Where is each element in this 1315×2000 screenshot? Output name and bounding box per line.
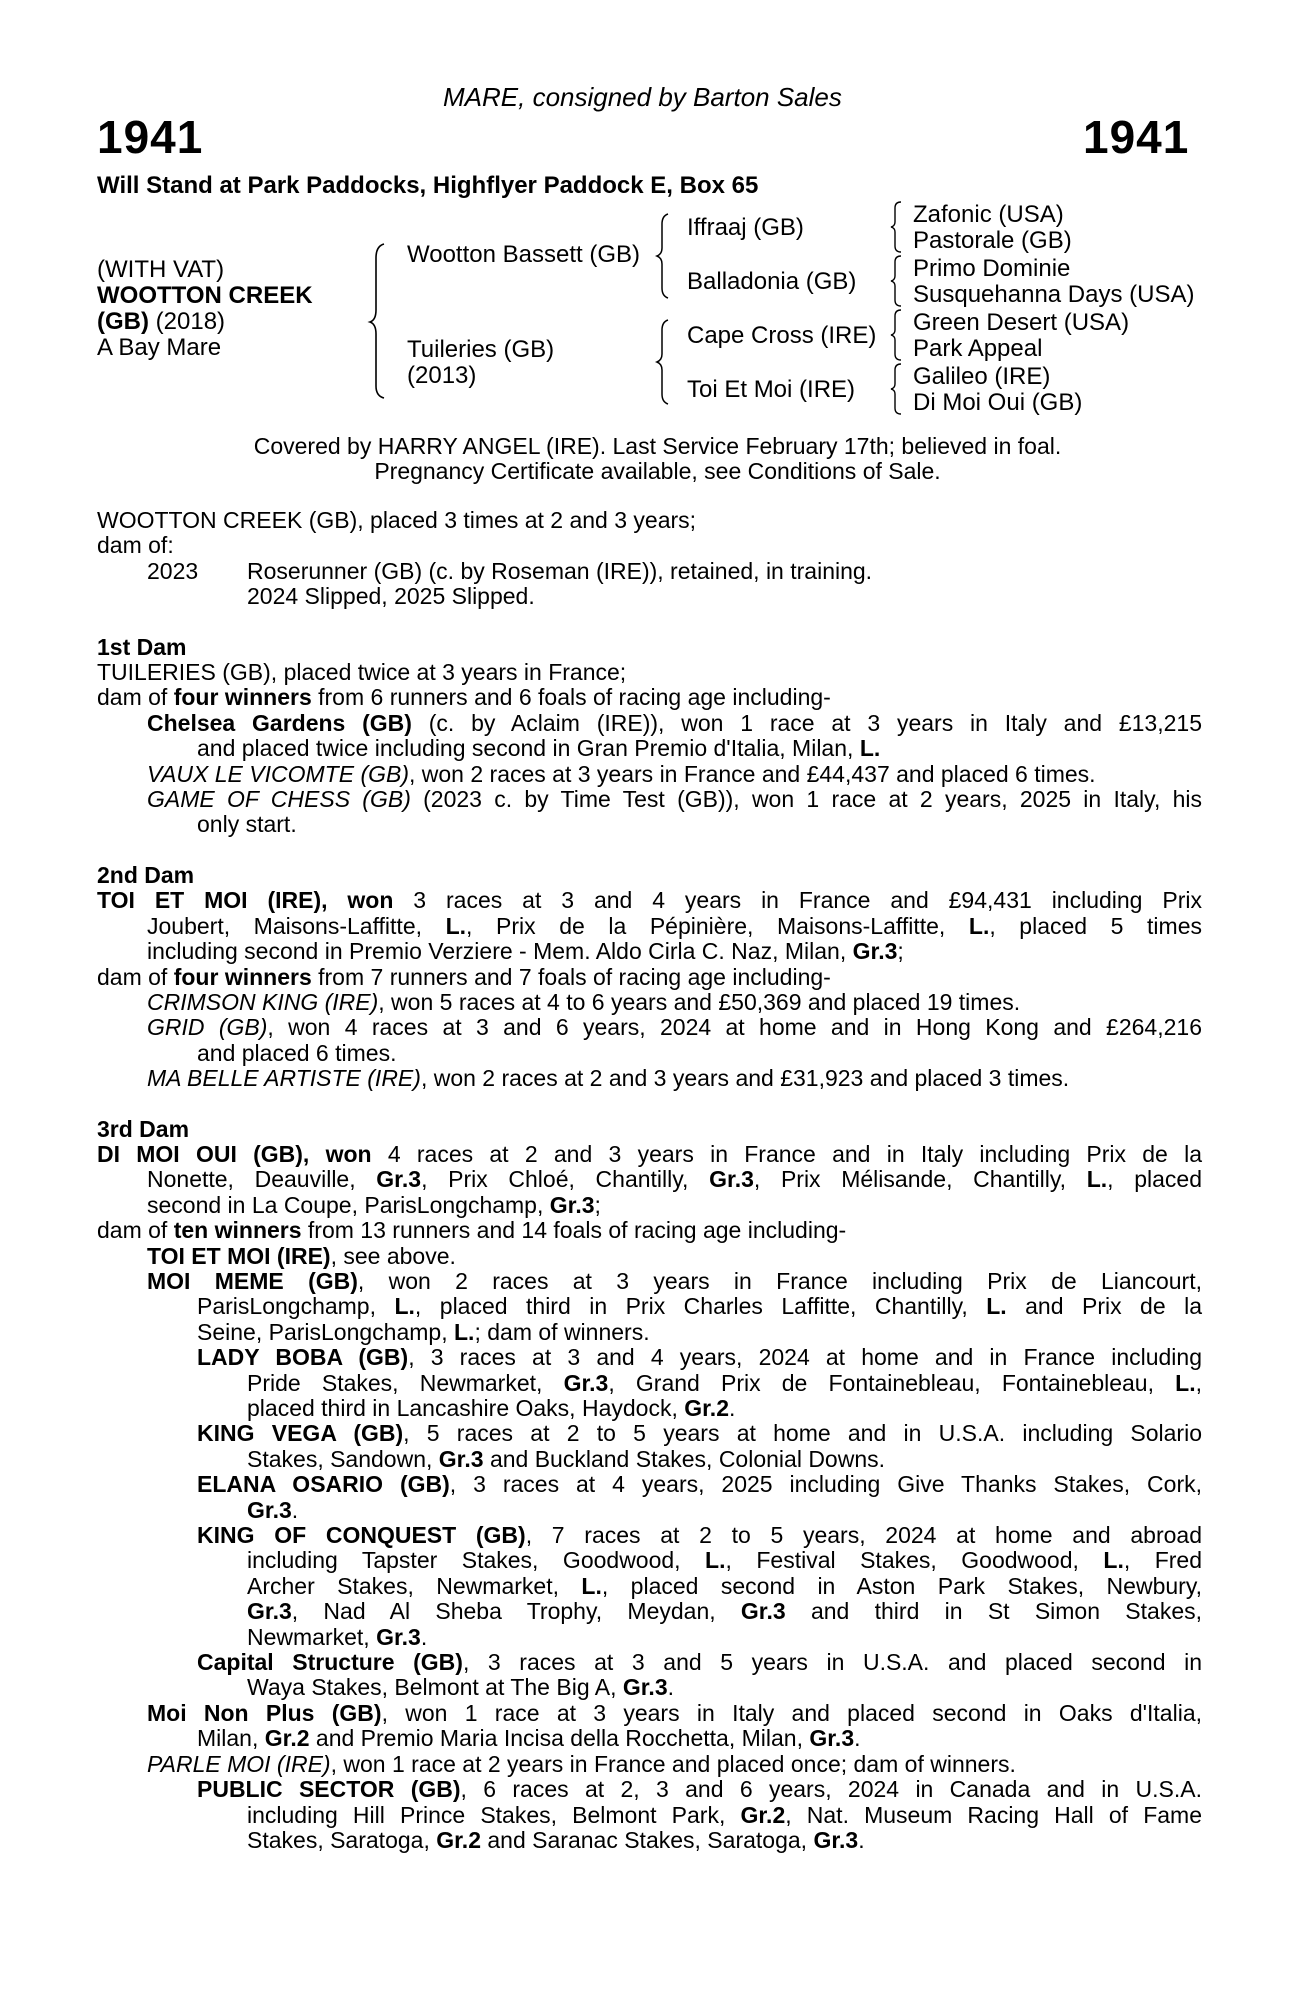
bold-text-run: Gr.3 [813, 1826, 859, 1853]
progeny-line [97, 787, 1202, 812]
text-run: , Nat. Museum Racing Hall of Fame [785, 1801, 1202, 1828]
covering-line-1: Covered by HARRY ANGEL (IRE). Last Service February 17th; believed in foal. [253, 433, 1062, 459]
bold-text-run: Gr.2 [264, 1725, 310, 1752]
progeny-continuation: only start. [197, 811, 297, 838]
third-dam-heading: 3rd Dam [97, 1115, 190, 1142]
text-run: Newmarket, [247, 1623, 377, 1650]
text-run: . [858, 1826, 865, 1853]
progeny-continuation [97, 1396, 1202, 1421]
g3-bracket-4 [889, 362, 909, 416]
bold-text-run: Gr.3 [376, 1166, 422, 1193]
g3-bracket-1 [889, 200, 909, 254]
bold-text-run: Gr.2 [740, 1801, 786, 1828]
text-run: Pride Stakes, Newmarket, [247, 1369, 564, 1396]
bold-text-run: L. [1086, 1166, 1108, 1193]
bold-text-run: TOI ET MOI (IRE) [147, 1242, 331, 1269]
text-run: Milan, [197, 1725, 265, 1752]
text-run: , placed 5 times [989, 912, 1202, 939]
produce-record [97, 508, 1202, 1853]
text-run: ; [897, 938, 904, 965]
produce-dam-of: dam of: [97, 532, 174, 559]
bold-text-run: Moi Non Plus (GB) [147, 1699, 382, 1726]
text-run: , Festival Stakes, Goodwood, [725, 1547, 1104, 1574]
progeny-continuation [97, 1675, 1202, 1700]
progeny-line [97, 1701, 1202, 1726]
text-run: and Buckland Stakes, Colonial Downs. [483, 1445, 886, 1472]
vat-note: (WITH VAT) [97, 256, 225, 283]
bold-text-run: four winners [173, 963, 312, 990]
dam-name: Tuileries (GB) [407, 336, 555, 363]
progeny-line [97, 1066, 1202, 1091]
bold-text-run: L. [454, 1318, 475, 1345]
text-run: 3 races at 3 and 4 years in France and £94,431 including Prix [393, 887, 1202, 914]
bold-text-run: Gr.3 [563, 1369, 609, 1396]
lot-number-right: 1941 [1083, 111, 1190, 163]
text-run: placed third in Lancashire Oaks, Haydock, [247, 1395, 685, 1421]
text-run: , 6 races at 2, 3 and 6 years, 2024 in Canada and in U.S.A. [460, 1776, 1202, 1803]
bold-text-run: Gr.3 [740, 1598, 786, 1625]
text-run: , 3 races at 3 and 4 years, 2024 at home and in France including [408, 1344, 1202, 1371]
text-run: ; [594, 1191, 601, 1218]
progeny-continuation: and placed 6 times. [197, 1039, 397, 1066]
text-run: , Prix de la Pépinière, Maisons-Laffitte, [466, 912, 969, 939]
text-run: ParisLongchamp, [197, 1293, 395, 1320]
bold-text-run: Gr.3 [438, 1445, 484, 1472]
bold-text-run: Gr.3 [709, 1166, 754, 1193]
text-run: , won 1 race at 2 years in France and placed once; dam of winners. [330, 1750, 1016, 1777]
text-run: , 3 races at 4 years, 2025 including Give Thanks Stakes, Cork, [449, 1471, 1203, 1498]
progeny-line [97, 1269, 1202, 1294]
progeny-continuation [97, 1371, 1202, 1396]
sire-name: Wootton Bassett (GB) [407, 241, 640, 268]
progeny-continuation [97, 1726, 1202, 1751]
text-run: , won 4 races at 3 and 6 years, 2024 at home and in Hong Kong and £264,216 [267, 1014, 1202, 1041]
italic-text-run: VAUX LE VICOMTE (GB) [147, 760, 409, 787]
text-run: including Hill Prince Stakes, Belmont Park, [247, 1801, 741, 1828]
progeny-line [97, 1015, 1202, 1040]
bold-text-run: Chelsea Gardens (GB) [147, 709, 412, 736]
progeny-continuation [97, 1447, 1202, 1472]
progeny-continuation [97, 1574, 1202, 1599]
text-run: dam of [97, 963, 174, 990]
text-run: , placed [1107, 1166, 1202, 1193]
progeny-continuation [97, 1599, 1202, 1624]
second-dam-line [97, 888, 1202, 913]
second-dam-produce-summary [97, 965, 1202, 990]
bold-text-run: TOI ET MOI (IRE), won [97, 887, 394, 914]
third-dam-produce-summary [97, 1218, 1202, 1243]
text-run: . [420, 1623, 428, 1650]
text-run: second in La Coupe, ParisLongchamp, [147, 1191, 550, 1218]
text-run: ; dam of winners. [474, 1318, 650, 1345]
text-run: including second in Premio Verziere - Mem. Aldo Cirla C. Naz, Milan, [147, 938, 853, 965]
first-dam-produce-summary [97, 685, 1202, 710]
produce-foal: Roserunner (GB) (c. by Roseman (IRE)), retained, in training. [247, 557, 873, 584]
text-run: , Nad Al Sheba Trophy, Meydan, [291, 1598, 741, 1625]
text-run: , Prix Mélisande, Chantilly, [753, 1166, 1087, 1193]
horse-description: A Bay Mare [97, 334, 222, 361]
sire-dam: Balladonia (GB) [687, 268, 857, 295]
horse-origin-year [97, 309, 225, 335]
italic-text-run: CRIMSON KING (IRE) [147, 988, 379, 1015]
text-run: and Prix de la [1006, 1293, 1202, 1320]
dam-year: (2013) [407, 362, 477, 389]
text-run: . [854, 1725, 861, 1752]
italic-text-run: GAME OF CHESS (GB) [147, 786, 411, 813]
progeny-continuation [97, 1320, 1202, 1345]
text-run: , placed second in Aston Park Stakes, Newbury, [601, 1572, 1202, 1599]
text-run: , won 2 races at 3 years in France including Prix de Liancourt, [357, 1267, 1202, 1294]
text-run: 4 races at 2 and 3 years in France and in Italy including Prix de la [371, 1140, 1202, 1167]
first-dam-heading: 1st Dam [97, 633, 187, 660]
bold-text-run: Gr.3 [247, 1496, 292, 1523]
italic-text-run: MA BELLE ARTISTE (IRE) [147, 1065, 421, 1092]
sire-sire: Iffraaj (GB) [687, 214, 804, 241]
text-run: and Saranac Stakes, Saratoga, [481, 1826, 814, 1853]
text-run: from 6 runners and 6 foals of racing age including- [311, 684, 831, 711]
produce-intro: WOOTTON CREEK (GB), placed 3 times at 2 and 3 years; [97, 507, 697, 533]
first-dam-line: TUILERIES (GB), placed twice at 3 years in France; [97, 659, 627, 686]
progeny-continuation [97, 1803, 1202, 1828]
progeny-line [97, 762, 1202, 787]
text-run: and third in St Simon Stakes, [785, 1598, 1202, 1625]
text-run: , Prix Chloé, Chantilly, [421, 1166, 710, 1193]
third-dam-line [97, 1142, 1202, 1167]
covering-line-2: Pregnancy Certificate available, see Conditions of Sale. [374, 458, 941, 484]
text-run: dam of [97, 1217, 174, 1244]
progeny-continuation [97, 1294, 1202, 1319]
text-run: , won 2 races at 3 years in France and £44,437 and placed 6 times. [409, 760, 1096, 787]
g3-bracket-2 [889, 254, 909, 308]
third-dam-continuation [97, 1167, 1202, 1192]
progeny-line [97, 1421, 1202, 1446]
text-run: and placed twice including second in Gran Premio d'Italia, Milan, [197, 735, 860, 762]
text-run: including Tapster Stakes, Goodwood, [247, 1547, 706, 1574]
text-run: , 5 races at 2 to 5 years at home and in U.S.A. including Solario [403, 1420, 1202, 1447]
bold-text-run: ELANA OSARIO (GB) [197, 1471, 450, 1498]
progeny-continuation [97, 736, 1202, 761]
g3-ancestor: Galileo (IRE) [913, 363, 1051, 390]
bold-text-run: Gr.3 [809, 1725, 855, 1752]
bold-text-run: Gr.3 [549, 1191, 595, 1218]
produce-entry-2: 2024 Slipped, 2025 Slipped. [247, 583, 535, 610]
progeny-continuation [97, 1828, 1202, 1853]
text-run: Stakes, Saratoga, [247, 1826, 437, 1853]
bold-text-run: KING VEGA (GB) [197, 1420, 404, 1447]
g3-ancestor: Primo Dominie [913, 255, 1071, 282]
bold-text-run: L. [445, 912, 467, 939]
text-run: Nonette, Deauville, [147, 1166, 377, 1193]
bold-text-run: L. [986, 1293, 1007, 1320]
progeny-line [97, 1650, 1202, 1675]
produce-entry [97, 559, 1202, 584]
g3-ancestor: Di Moi Oui (GB) [913, 389, 1083, 416]
produce-year: 2023 [147, 557, 199, 584]
progeny-line [97, 1244, 1202, 1269]
sire-bracket [656, 212, 680, 300]
text-run: from 7 runners and 7 foals of racing age including- [311, 963, 831, 990]
progeny-line [97, 1472, 1202, 1497]
text-run: from 13 runners and 14 foals of racing age including- [301, 1217, 847, 1244]
text-run: Seine, ParisLongchamp, [197, 1318, 454, 1345]
text-run: dam of [97, 684, 174, 711]
bold-text-run: Gr.3 [622, 1674, 668, 1701]
bold-text-run: L. [394, 1293, 415, 1320]
text-run: Archer Stakes, Newmarket, [247, 1572, 582, 1599]
bold-text-run: L. [968, 912, 990, 939]
text-run: , won 5 races at 4 to 6 years and £50,369 and placed 19 times. [378, 988, 1021, 1015]
bold-text-run: Gr.2 [436, 1826, 481, 1853]
text-run: . [291, 1496, 299, 1523]
horse-name: WOOTTON CREEK [97, 282, 313, 309]
sire-dam-bracket [370, 240, 410, 400]
text-run: and Premio Maria Incisa della Rocchetta, Milan, [309, 1725, 810, 1752]
text-run: Waya Stakes, Belmont at The Big A, [247, 1674, 623, 1701]
g3-ancestor: Pastorale (GB) [913, 227, 1072, 254]
bold-text-run: DI MOI OUI (GB), won [97, 1140, 372, 1167]
bold-text-run: MOI MEME (GB) [147, 1267, 358, 1294]
bold-text-run: PUBLIC SECTOR (GB) [197, 1776, 461, 1803]
text-run: . [729, 1395, 736, 1421]
bold-text-run: Gr.3 [376, 1623, 421, 1650]
dam-bracket [656, 318, 680, 406]
text-run: , see above. [330, 1242, 456, 1269]
text-run: Joubert, Maisons-Laffitte, [147, 912, 446, 939]
lot-number-left: 1941 [97, 111, 204, 163]
bold-text-run: L. [1175, 1369, 1196, 1396]
text-run: , Grand Prix de Fontainebleau, Fontainebleau, [608, 1369, 1176, 1396]
bold-text-run: four winners [173, 684, 312, 711]
horse-year: (2018) [155, 308, 226, 335]
progeny-continuation [97, 1625, 1202, 1650]
second-dam-continuation [97, 914, 1202, 939]
progeny-line [97, 990, 1202, 1015]
third-dam-continuation [97, 1193, 1202, 1218]
g3-ancestor: Green Desert (USA) [913, 309, 1130, 336]
text-run: . [667, 1674, 675, 1701]
bold-text-run: Gr.2 [684, 1395, 729, 1421]
progeny-continuation [97, 1498, 1202, 1523]
text-run: , [1195, 1369, 1202, 1396]
text-run: , placed third in Prix Charles Laffitte, Chantilly, [414, 1293, 987, 1320]
bold-text-run: L. [705, 1547, 726, 1574]
text-run: Stakes, Sandown, [247, 1445, 439, 1472]
progeny-line [97, 1777, 1202, 1802]
horse-suffix: (GB) [97, 308, 149, 335]
bold-text-run: Gr.3 [247, 1598, 292, 1625]
second-dam-continuation [97, 939, 1202, 964]
progeny-continuation [97, 1548, 1202, 1573]
progeny-line [97, 1523, 1202, 1548]
text-run: (c. by Aclaim (IRE)), won 1 race at 3 years in Italy and £13,215 [411, 709, 1202, 736]
bold-text-run: LADY BOBA (GB) [197, 1344, 409, 1371]
italic-text-run: GRID (GB) [147, 1014, 268, 1041]
bold-text-run: L. [859, 735, 881, 762]
progeny-line [97, 1345, 1202, 1370]
bold-text-run: L. [581, 1572, 602, 1599]
text-run: (2023 c. by Time Test (GB)), won 1 race at 2 years, 2025 in Italy, his [410, 786, 1203, 813]
g3-ancestor: Zafonic (USA) [913, 201, 1064, 228]
bold-text-run: Capital Structure (GB) [197, 1649, 463, 1676]
text-run: , 7 races at 2 to 5 years, 2024 at home and abroad [525, 1522, 1202, 1549]
g3-bracket-3 [889, 308, 909, 362]
dam-sire: Cape Cross (IRE) [687, 322, 877, 349]
g3-ancestor: Park Appeal [913, 335, 1043, 362]
italic-text-run: PARLE MOI (IRE) [147, 1750, 331, 1777]
text-run: , 3 races at 3 and 5 years in U.S.A. and placed second in [462, 1649, 1202, 1676]
consignor-subtitle: MARE, consigned by Barton Sales [443, 82, 842, 112]
progeny-line [97, 711, 1202, 736]
bold-text-run: KING OF CONQUEST (GB) [197, 1522, 526, 1549]
text-run: , Fred [1123, 1547, 1203, 1574]
second-dam-heading: 2nd Dam [97, 861, 195, 888]
stabling-location: Will Stand at Park Paddocks, Highflyer Paddock E, Box 65 [97, 172, 759, 199]
text-run: , won 1 race at 3 years in Italy and placed second in Oaks d'Italia, [381, 1699, 1203, 1726]
progeny-line [97, 1752, 1202, 1777]
text-run: , won 2 races at 2 and 3 years and £31,923 and placed 3 times. [420, 1065, 1070, 1092]
dam-dam: Toi Et Moi (IRE) [687, 376, 856, 403]
bold-text-run: L. [1103, 1547, 1124, 1574]
bold-text-run: Gr.3 [852, 938, 898, 965]
g3-ancestor: Susquehanna Days (USA) [913, 281, 1195, 308]
bold-text-run: ten winners [173, 1217, 302, 1244]
